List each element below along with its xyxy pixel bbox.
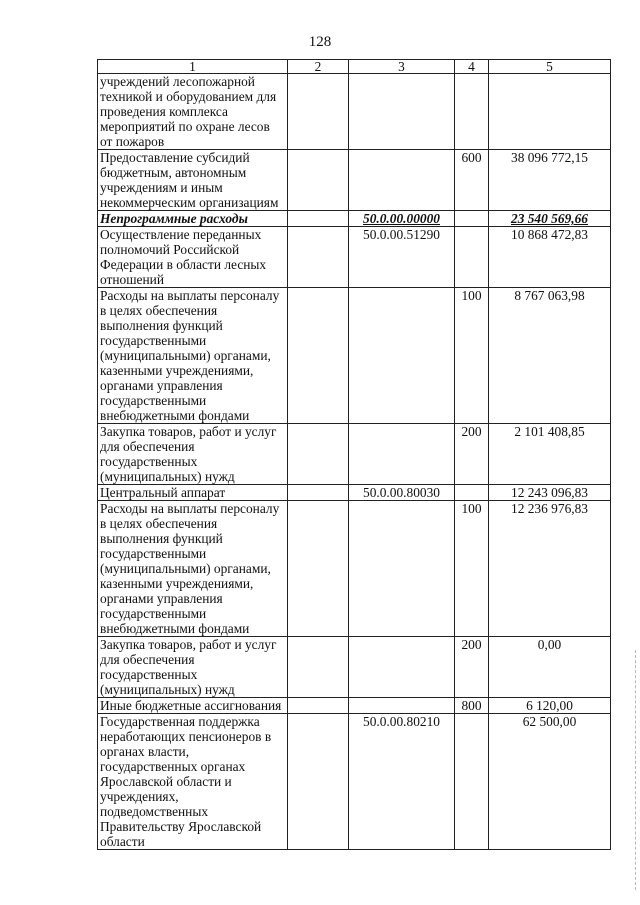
column-header-code: 3 <box>349 60 455 74</box>
row-type: 100 <box>455 501 489 637</box>
row-code: 50.0.00.80210 <box>349 714 455 850</box>
table-row <box>98 424 611 485</box>
row-col2 <box>288 698 349 714</box>
row-type <box>455 714 489 850</box>
row-code <box>349 637 455 698</box>
row-type: 600 <box>455 150 489 211</box>
row-type: 800 <box>455 698 489 714</box>
row-amount: 8 767 063,98 <box>489 288 611 424</box>
row-amount: 2 101 408,85 <box>489 424 611 485</box>
table-row <box>98 227 611 288</box>
row-name: Закупка товаров, работ и услуг для обеспечения государственных (муниципальных) нужд <box>98 637 288 698</box>
row-name: Предоставление субсидий бюджетным, автономным учреждениям и иным некоммерческим организациям <box>98 150 288 211</box>
budget-table <box>97 59 611 850</box>
row-amount: 12 243 096,83 <box>489 485 611 501</box>
row-col2 <box>288 637 349 698</box>
table-row <box>98 501 611 637</box>
row-col2 <box>288 227 349 288</box>
row-type: 100 <box>455 288 489 424</box>
row-name: Закупка товаров, работ и услуг для обеспечения государственных (муниципальных) нужд <box>98 424 288 485</box>
row-name: Государственная поддержка неработающих пенсионеров в органах власти, государственных органах Ярославской области и учреждениях, подведомственных Правительству Ярославской области <box>98 714 288 850</box>
row-code <box>349 150 455 211</box>
row-name: Центральный аппарат <box>98 485 288 501</box>
row-col2 <box>288 150 349 211</box>
row-col2 <box>288 424 349 485</box>
scan-edge-mark <box>634 650 636 890</box>
row-type <box>455 485 489 501</box>
column-header-2: 2 <box>288 60 349 74</box>
row-amount: 10 868 472,83 <box>489 227 611 288</box>
row-type: 200 <box>455 424 489 485</box>
row-amount: 23 540 569,66 <box>489 211 611 227</box>
row-code <box>349 698 455 714</box>
table-row <box>98 150 611 211</box>
row-amount: 6 120,00 <box>489 698 611 714</box>
page-number: 128 <box>308 34 332 50</box>
row-type <box>455 211 489 227</box>
row-name: Осуществление переданных полномочий Российской Федерации в области лесных отношений <box>98 227 288 288</box>
row-name: Иные бюджетные ассигнования <box>98 698 288 714</box>
row-amount: 38 096 772,15 <box>489 150 611 211</box>
row-code: 50.0.00.51290 <box>349 227 455 288</box>
table-row <box>98 637 611 698</box>
row-col2 <box>288 501 349 637</box>
table-header-row <box>98 60 611 74</box>
row-amount <box>489 74 611 150</box>
table-row <box>98 288 611 424</box>
row-col2 <box>288 288 349 424</box>
row-code <box>349 424 455 485</box>
table-row <box>98 485 611 501</box>
table-row <box>98 714 611 850</box>
table-row-section <box>98 211 611 227</box>
row-amount: 0,00 <box>489 637 611 698</box>
row-col2 <box>288 485 349 501</box>
row-code <box>349 288 455 424</box>
row-code: 50.0.00.80030 <box>349 485 455 501</box>
column-header-amount: 5 <box>489 60 611 74</box>
row-name: учреждений лесопожарной техникой и оборудованием для проведения комплекса мероприятий по охране лесов от пожаров <box>98 74 288 150</box>
row-name: Расходы на выплаты персоналу в целях обеспечения выполнения функций государственными (муниципальными) органами, казенными учреждениями, органами управления государственными внебюджетными фондами <box>98 501 288 637</box>
row-amount: 12 236 976,83 <box>489 501 611 637</box>
column-header-type: 4 <box>455 60 489 74</box>
row-amount: 62 500,00 <box>489 714 611 850</box>
row-code: 50.0.00.00000 <box>349 211 455 227</box>
table-row <box>98 698 611 714</box>
row-code <box>349 74 455 150</box>
row-name: Непрограммные расходы <box>98 211 288 227</box>
row-type <box>455 227 489 288</box>
row-name: Расходы на выплаты персоналу в целях обеспечения выполнения функций государственными (муниципальными) органами, казенными учреждениями, органами управления государственными внебюджетными фондами <box>98 288 288 424</box>
row-col2 <box>288 74 349 150</box>
table-row <box>98 74 611 150</box>
column-header-name: 1 <box>98 60 288 74</box>
row-code <box>349 501 455 637</box>
row-type: 200 <box>455 637 489 698</box>
row-col2 <box>288 211 349 227</box>
row-type <box>455 74 489 150</box>
row-col2 <box>288 714 349 850</box>
